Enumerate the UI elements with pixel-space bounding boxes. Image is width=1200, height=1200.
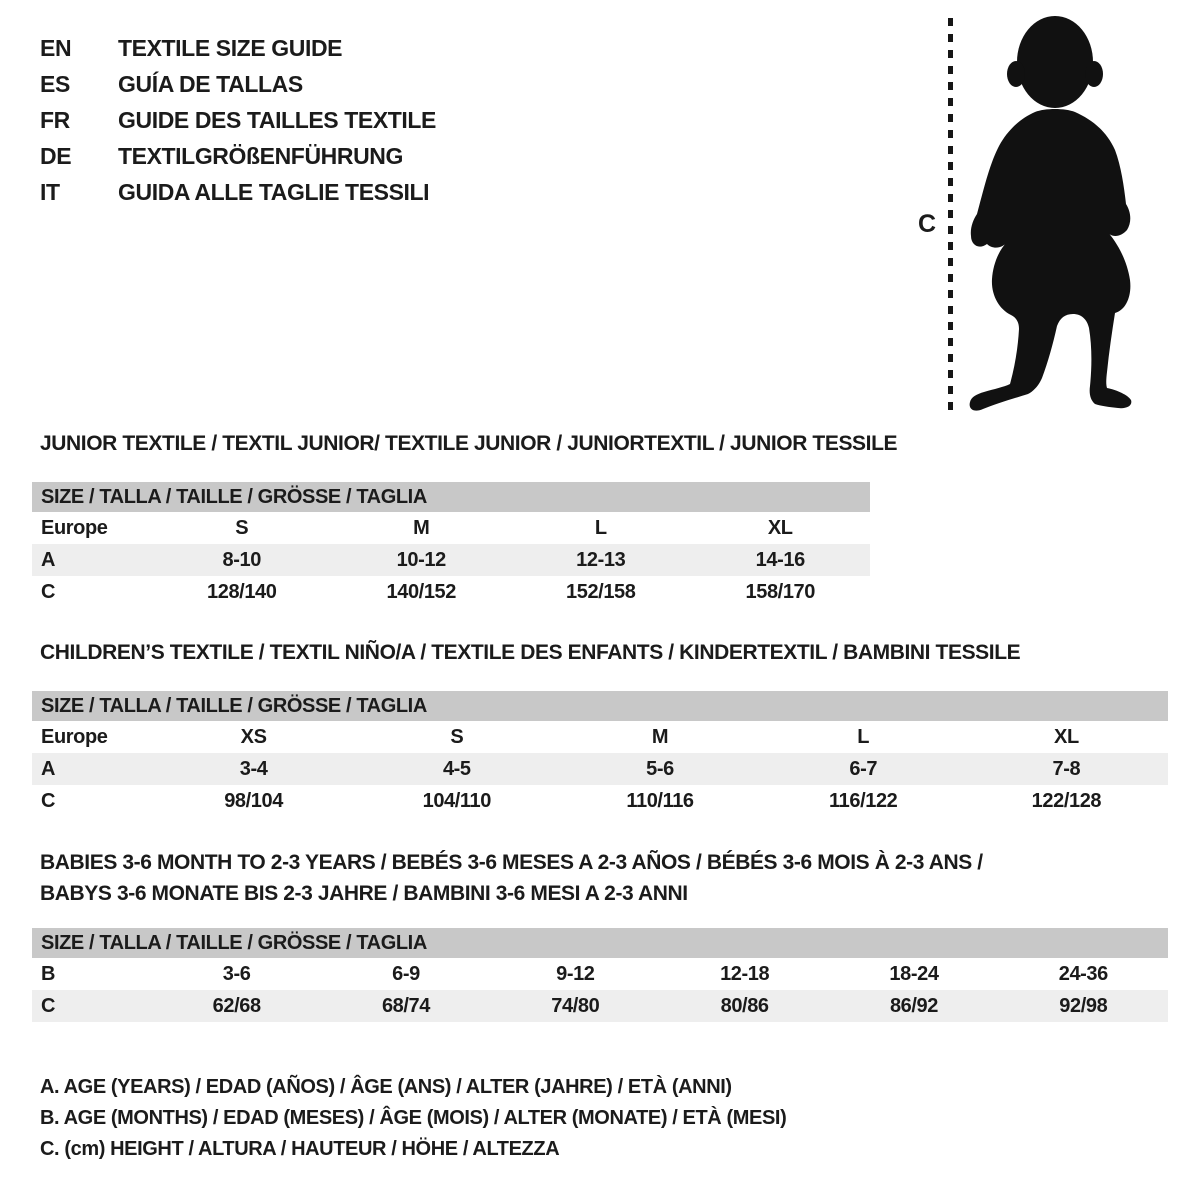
language-row-de [40,138,436,174]
size-cell: L [857,725,870,748]
table-header-row [32,482,870,512]
value-cell: 24-36 [1058,962,1108,985]
value-cell: 110/116 [626,789,694,812]
value-cell: 122/128 [1031,789,1102,812]
row-label: Europe [41,516,108,539]
language-code: DE [40,142,72,169]
height-measure-label: C [918,210,936,238]
table-header-label: SIZE / TALLA / TAILLE / GRÖSSE / TAGLIA [41,694,427,717]
size-cell: S [235,516,249,539]
size-cell: XL [767,516,793,539]
footnote-age-years: A. AGE (YEARS) / EDAD (AÑOS) / ÂGE (ANS) / ALTER (JAHRE) / ETÀ (ANNI) [40,1076,732,1098]
value-cell: 80/86 [720,994,769,1017]
language-title: TEXTILE SIZE GUIDE [118,34,343,61]
value-cell: 158/170 [745,580,815,603]
row-label: C [41,580,56,603]
footnote-height-cm: C. (cm) HEIGHT / ALTURA / HAUTEUR / HÖHE / ALTEZZA [40,1138,560,1160]
children-size-table [32,691,1168,817]
language-row-it [40,174,436,210]
row-label: C [41,789,56,812]
value-cell: 8-10 [222,548,261,571]
footnote-legend [40,1072,786,1165]
row-label: C [41,994,56,1017]
value-cell: 74/80 [551,994,600,1017]
height-row [32,576,870,608]
size-cell: XL [1054,725,1079,748]
language-title: GUIDA ALLE TAGLIE TESSILI [118,178,430,205]
table-header-label: SIZE / TALLA / TAILLE / GRÖSSE / TAGLIA [41,931,427,954]
value-cell: 140/152 [386,580,456,603]
language-code: ES [40,70,70,97]
age-years-row [32,544,870,576]
language-title: GUÍA DE TALLAS [118,70,303,97]
value-cell: 10-12 [396,548,446,571]
size-row [32,512,870,544]
size-cell: M [651,725,669,748]
language-row-es [40,66,436,102]
size-cell: S [450,725,464,748]
age-years-row [32,753,1168,785]
language-title-list [40,30,436,210]
table-header-label: SIZE / TALLA / TAILLE / GRÖSSE / TAGLIA [41,485,427,508]
size-cell: M [413,516,430,539]
section-heading-children: CHILDREN’S TEXTILE / TEXTIL NIÑO/A / TEXTILE DES ENFANTS / KINDERTEXTIL / BAMBINI TESSILE [40,641,1021,664]
value-cell: 62/68 [212,994,261,1017]
value-cell: 128/140 [207,580,277,603]
language-title: GUIDE DES TAILLES TEXTILE [118,106,436,133]
value-cell: 18-24 [889,962,939,985]
size-row [32,721,1168,753]
section-heading-junior: JUNIOR TEXTILE / TEXTIL JUNIOR/ TEXTILE JUNIOR / JUNIORTEXTIL / JUNIOR TESSILE [40,432,898,455]
value-cell: 9-12 [556,962,595,985]
section-heading-babies-line2: BABYS 3-6 MONATE BIS 2-3 JAHRE / BAMBINI 3-6 MESI A 2-3 ANNI [40,882,688,905]
language-row-fr [40,102,436,138]
value-cell: 6-9 [392,962,420,985]
value-cell: 3-4 [239,757,268,780]
language-row-en [40,30,436,66]
height-row [32,785,1168,817]
size-cell: L [594,516,607,539]
value-cell: 4-5 [442,757,471,780]
language-code: IT [40,178,60,205]
footnote-age-months: B. AGE (MONTHS) / EDAD (MESES) / ÂGE (MOIS) / ALTER (MONATE) / ETÀ (MESI) [40,1107,787,1129]
value-cell: 116/122 [829,789,898,812]
table-header-row [32,691,1168,721]
language-code: EN [40,34,72,61]
value-cell: 152/158 [566,580,636,603]
row-label: B [41,962,56,985]
height-measure-dashed-line [948,18,953,416]
value-cell: 68/74 [381,994,431,1017]
value-cell: 14-16 [755,548,805,571]
row-label: A [41,757,56,780]
language-code: FR [40,106,70,133]
height-row [32,990,1168,1022]
value-cell: 6-7 [849,757,878,780]
row-label: A [41,548,56,571]
language-title: TEXTILGRÖßENFÜHRUNG [118,142,403,169]
value-cell: 3-6 [222,962,251,985]
value-cell: 92/98 [1059,994,1108,1017]
babies-size-table [32,928,1168,1022]
toddler-silhouette-icon [965,14,1145,416]
table-header-row [32,928,1168,958]
row-label: Europe [41,725,108,748]
value-cell: 98/104 [224,789,283,812]
value-cell: 104/110 [422,789,491,812]
value-cell: 12-18 [720,962,770,985]
value-cell: 5-6 [646,757,674,780]
size-cell: XS [240,725,267,748]
junior-size-table [32,482,870,608]
value-cell: 86/92 [889,994,938,1017]
section-heading-babies-line1: BABIES 3-6 MONTH TO 2-3 YEARS / BEBÉS 3-6 MESES A 2-3 AÑOS / BÉBÉS 3-6 MOIS À 2-3 ANS / [40,851,983,874]
value-cell: 12-13 [576,548,626,571]
value-cell: 7-8 [1052,757,1081,780]
age-months-row [32,958,1168,990]
